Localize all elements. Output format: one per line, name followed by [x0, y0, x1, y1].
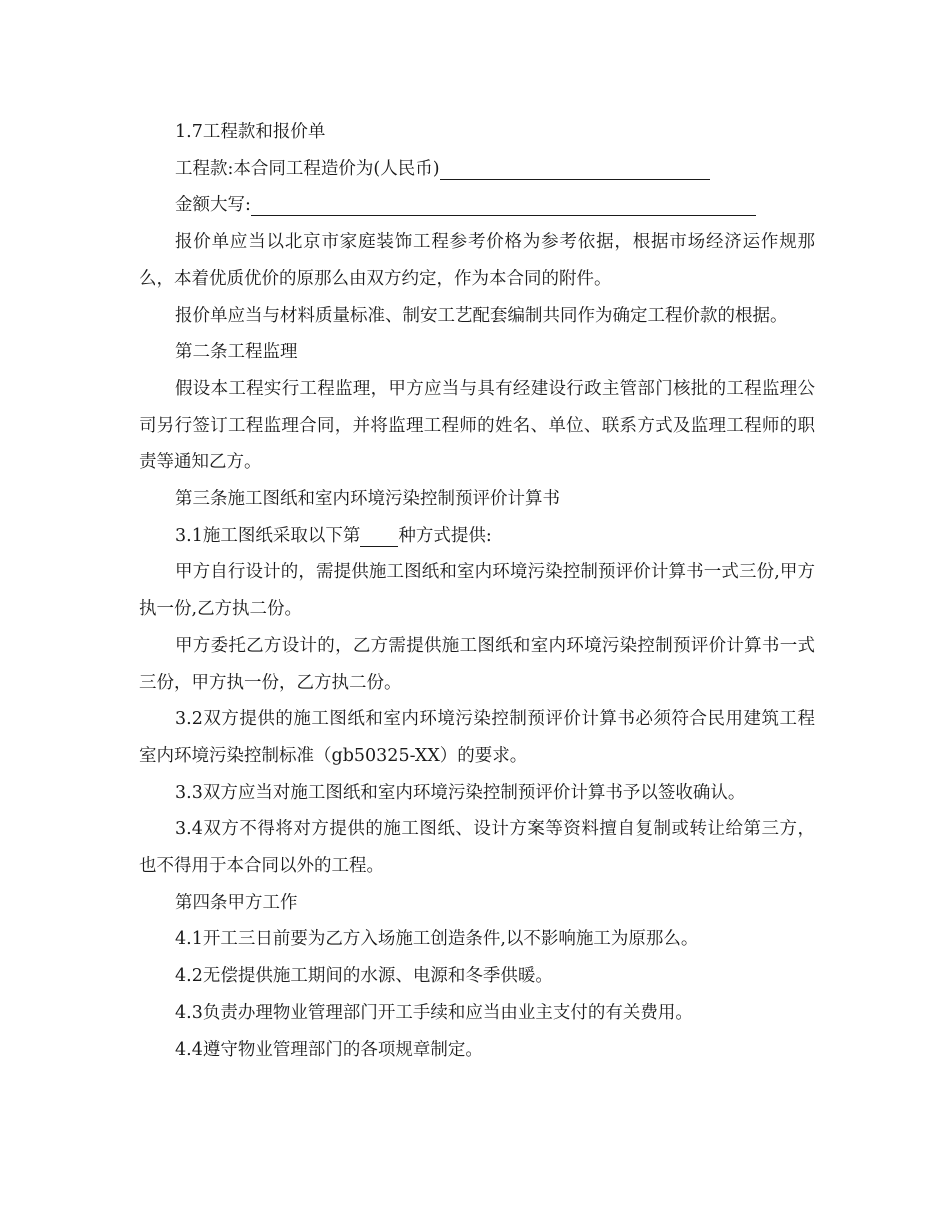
article-heading — [139, 481, 815, 518]
paragraph-text: 3.2双方提供的施工图纸和室内环境污染控制预评价计算书必须符合民用建筑工程室内环境污染控制标准（gb50325-XX）的要求。 — [139, 709, 815, 766]
paragraph — [139, 811, 815, 884]
contract-price-line — [139, 151, 815, 188]
drawing-method-line — [139, 518, 815, 555]
paragraph-text: 4.2无偿提供施工期间的水源、电源和冬季供暖。 — [175, 966, 553, 987]
paragraph-text: 4.1开工三日前要为乙方入场施工创造条件,以不影响施工为原那么。 — [175, 929, 699, 950]
paragraph — [139, 958, 815, 995]
paragraph-text: 4.4遵守物业管理部门的各项规章制定。 — [175, 1039, 483, 1060]
article-heading — [139, 885, 815, 922]
paragraph-text: 假设本工程实行工程监理，甲方应当与具有经建设行政主管部门核批的工程监理公司另行签订工程监理合同，并将监理工程师的姓名、单位、联系方式及监理工程师的职责等通知乙方。 — [139, 378, 815, 473]
document-body — [139, 114, 815, 1068]
amount-in-words-blank[interactable] — [251, 193, 756, 216]
paragraph-text: 第三条施工图纸和室内环境污染控制预评价计算书 — [175, 489, 560, 510]
paragraph-text: 报价单应当以北京市家庭装饰工程参考价格为参考依据，根据市场经济运作规那么，本着优质优价的原那么由双方约定，作为本合同的附件。 — [139, 232, 815, 289]
paragraph-text: 3.3双方应当对施工图纸和室内环境污染控制预评价计算书予以签收确认。 — [175, 782, 746, 803]
paragraph — [139, 224, 815, 297]
paragraph-text: 4.3负责办理物业管理部门开工手续和应当由业主支付的有关费用。 — [175, 1002, 693, 1023]
paragraph — [139, 371, 815, 481]
paragraph-text: 工程款:本合同工程造价为(人民币) — [175, 158, 440, 179]
paragraph-text: 金额大写: — [175, 195, 251, 216]
paragraph — [139, 628, 815, 701]
paragraph — [139, 775, 815, 812]
paragraph-text: 种方式提供: — [398, 525, 492, 546]
paragraph-text: 3.4双方不得将对方提供的施工图纸、设计方案等资料擅自复制或转让给第三方，也不得用于本合同以外的工程。 — [139, 819, 815, 877]
amount-in-words-line — [139, 187, 815, 224]
paragraph — [139, 995, 815, 1032]
paragraph — [139, 554, 815, 627]
method-number-blank[interactable] — [360, 524, 398, 547]
article-heading — [139, 334, 815, 371]
paragraph-text: 3.1施工图纸采取以下第 — [175, 525, 361, 546]
paragraph — [139, 921, 815, 958]
paragraph-text: 第二条工程监理 — [175, 342, 298, 363]
paragraph-text: 1.7工程款和报价单 — [175, 122, 326, 142]
paragraph-text: 甲方委托乙方设计的，乙方需提供施工图纸和室内环境污染控制预评价计算书一式三份，甲方执一份，乙方执二份。 — [139, 635, 815, 693]
paragraph — [139, 298, 815, 335]
paragraph-text: 甲方自行设计的，需提供施工图纸和室内环境污染控制预评价计算书一式三份,甲方执一份,乙方执二份。 — [139, 562, 815, 620]
section-heading-payment — [139, 114, 815, 151]
contract-price-blank[interactable] — [440, 157, 710, 180]
paragraph-text: 报价单应当与材料质量标准、制安工艺配套编制共同作为确定工程价款的根据。 — [175, 305, 788, 326]
paragraph — [139, 701, 815, 774]
paragraph-text: 第四条甲方工作 — [175, 892, 298, 913]
paragraph — [139, 1032, 815, 1069]
